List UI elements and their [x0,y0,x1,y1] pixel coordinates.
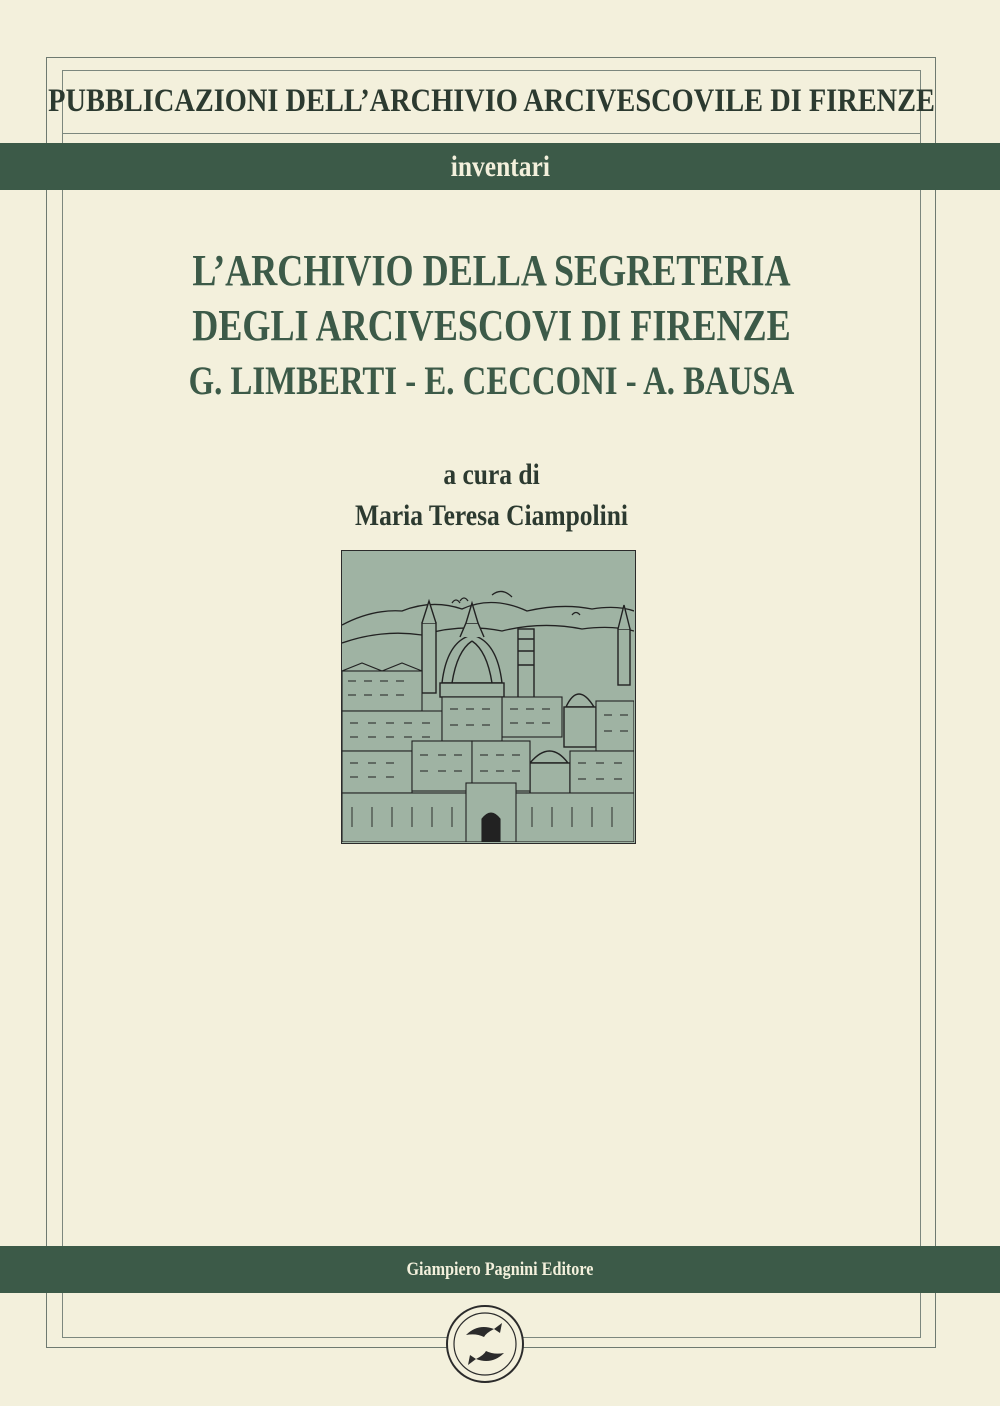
florence-cityscape-illustration [341,550,636,844]
series-title: PUBBLICAZIONI DELL’ARCHIVIO ARCIVESCOVILE DI FIRENZE [48,83,935,119]
title-line-1: L’ARCHIVIO DELLA SEGRETERIA [192,246,791,295]
title-line-2: DEGLI ARCIVESCOVI DI FIRENZE [192,301,791,350]
title-line-3: G. LIMBERTI - E. CECCONI - A. BAUSA [188,358,795,403]
collana-band [0,143,1000,190]
publisher-name: Giampiero Pagnini Editore [406,1258,594,1280]
fish-emblem-icon [446,1305,524,1383]
curator [62,454,921,536]
book-title [62,243,921,408]
curator-label: a cura di [443,458,540,491]
series-header [48,70,935,134]
publisher-band [0,1246,1000,1293]
curator-name: Maria Teresa Ciampolini [355,499,628,532]
collana-label: inventari [450,149,550,183]
